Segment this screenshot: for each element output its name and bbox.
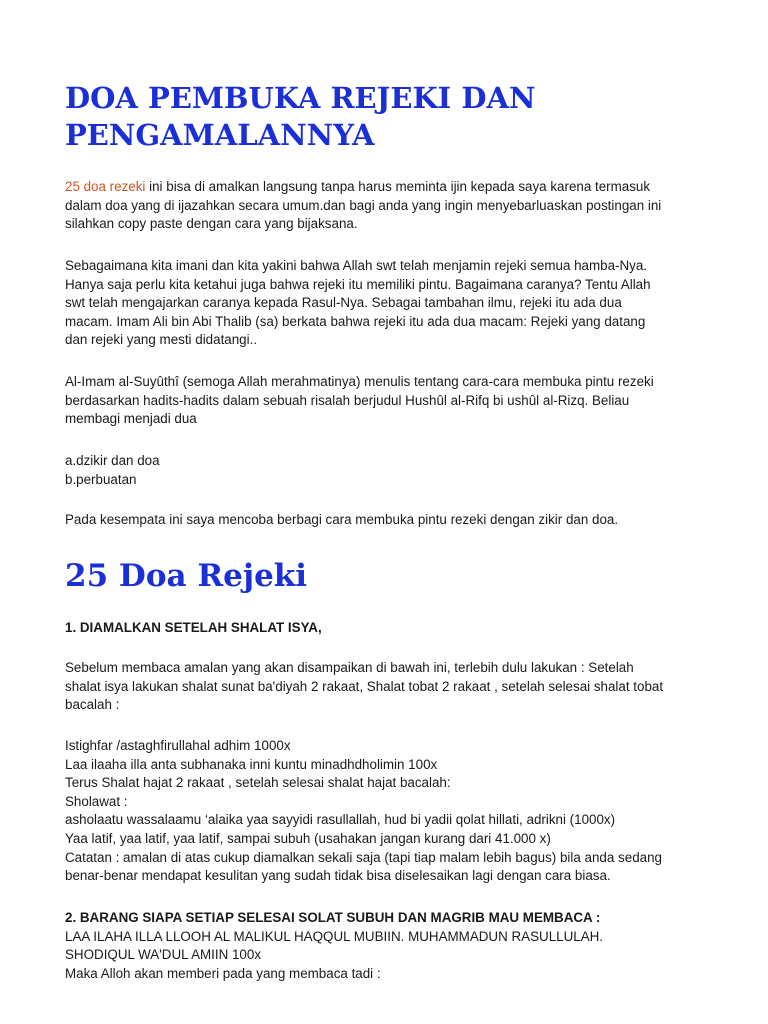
- section-1-title: 1. DIAMALKAN SETELAH SHALAT ISYA,: [65, 620, 322, 635]
- list-item: b.perbuatan: [65, 471, 137, 487]
- list: [65, 452, 665, 489]
- paragraph-kesempatan: Pada kesempata ini saya mencoba berbagi cara membuka pintu rezeki dengan zikir dan doa.: [65, 512, 619, 527]
- amalan-line: Terus Shalat hajat 2 rakaat , setelah selesai shalat hajat bacalah:: [65, 775, 451, 791]
- amalan-line: asholaatu wassalaamu ‘alaika yaa sayyidi rasullallah, hud bi yadii qolat hillati, adrikni (1000x): [65, 812, 616, 828]
- section-2-text: LAA ILAHA ILLA LLOOH AL MALIKUL HAQQUL MUBIIN. MUHAMMADUN RASULLULAH. SHODIQUL WA'DUL AMIIN 100x: [65, 928, 604, 963]
- section-1-paragraph: Sebelum membaca amalan yang akan disampaikan di bawah ini, terlebih dulu lakukan : Setelah shalat isya lakukan shalat sunat ba'diyah 2 rakaat, Shalat tobat 2 rakaat , setelah selesai shalat tobat bacalah :: [65, 660, 664, 713]
- amalan-note: Catatan : amalan di atas cukup diamalkan sekali saja (tapi tiap malam lebih bagus) bila anda sedang benar-benar mendapat kesulitan yang sudah tidak bisa diselesaikan lagi dengan cara biasa.: [65, 849, 662, 884]
- list-item: a.dzikir dan doa: [65, 453, 160, 468]
- intro-paragraph: [65, 178, 665, 234]
- doa-rezeki-link[interactable]: 25 doa rezeki: [65, 179, 146, 194]
- paragraph-suyuthi: Al-Imam al-Suyûthî (semoga Allah merahmatinya) menulis tentang cara-cara membuka pintu rezeki berdasarkan hadits-hadits dalam sebuah risalah berjudul Hushûl al-Rifq bi ushûl al-Rizq. Beliau membagi menjadi dua: [65, 374, 654, 427]
- paragraph-rejeki: Sebagaimana kita imani dan kita yakini bahwa Allah swt telah menjamin rejeki semua hamba-Nya. Hanya saja perlu kita ketahui juga bahwa rejeki itu memiliki pintu. Bagaimana caranya? Tentu Allah swt telah mengajarkan caranya kepada Rasul-Nya. Sebagai tambahan ilmu, rejeki itu ada dua macam. Imam Ali bin Abi Thalib (sa) berkata bahwa rejeki itu ada dua macam: Rejeki yang datang dan rejeki yang mesti didatangi..: [65, 258, 651, 348]
- amalan-line: Yaa latif, yaa latif, yaa latif, sampai subuh (usahakan jangan kurang dari 41.000 x): [65, 830, 551, 846]
- section-2: [65, 909, 665, 983]
- amalan-line: Sholawat :: [65, 793, 128, 809]
- amalan-line: Istighfar /astaghfirullahal adhim 1000x: [65, 738, 291, 753]
- page-title: [65, 80, 665, 154]
- section-2-title: 2. BARANG SIAPA SETIAP SELESAI SOLAT SUBUH DAN MAGRIB MAU MEMBACA :: [65, 910, 601, 925]
- amalan-line: Laa ilaaha illa anta subhanaka inni kuntu minadhdholimin 100x: [65, 756, 438, 772]
- section-1-lines: [65, 737, 665, 886]
- section-2-last: Maka Alloh akan memberi pada yang membaca tadi :: [65, 965, 381, 981]
- title-line-1: DOA PEMBUKA REJEKI DAN: [65, 81, 536, 115]
- intro-text: ini bisa di amalkan langsung tanpa harus meminta ijin kepada saya karena termasuk dalam doa yang di ijazahkan secara umum.dan bagi anda yang ingin menyebarluaskan postingan ini silahkan copy paste dengan cara yang bijaksana.: [65, 179, 662, 232]
- title-line-2: PENGAMALANNYA: [65, 118, 375, 152]
- section-heading: 25 Doa Rejeki: [65, 558, 308, 594]
